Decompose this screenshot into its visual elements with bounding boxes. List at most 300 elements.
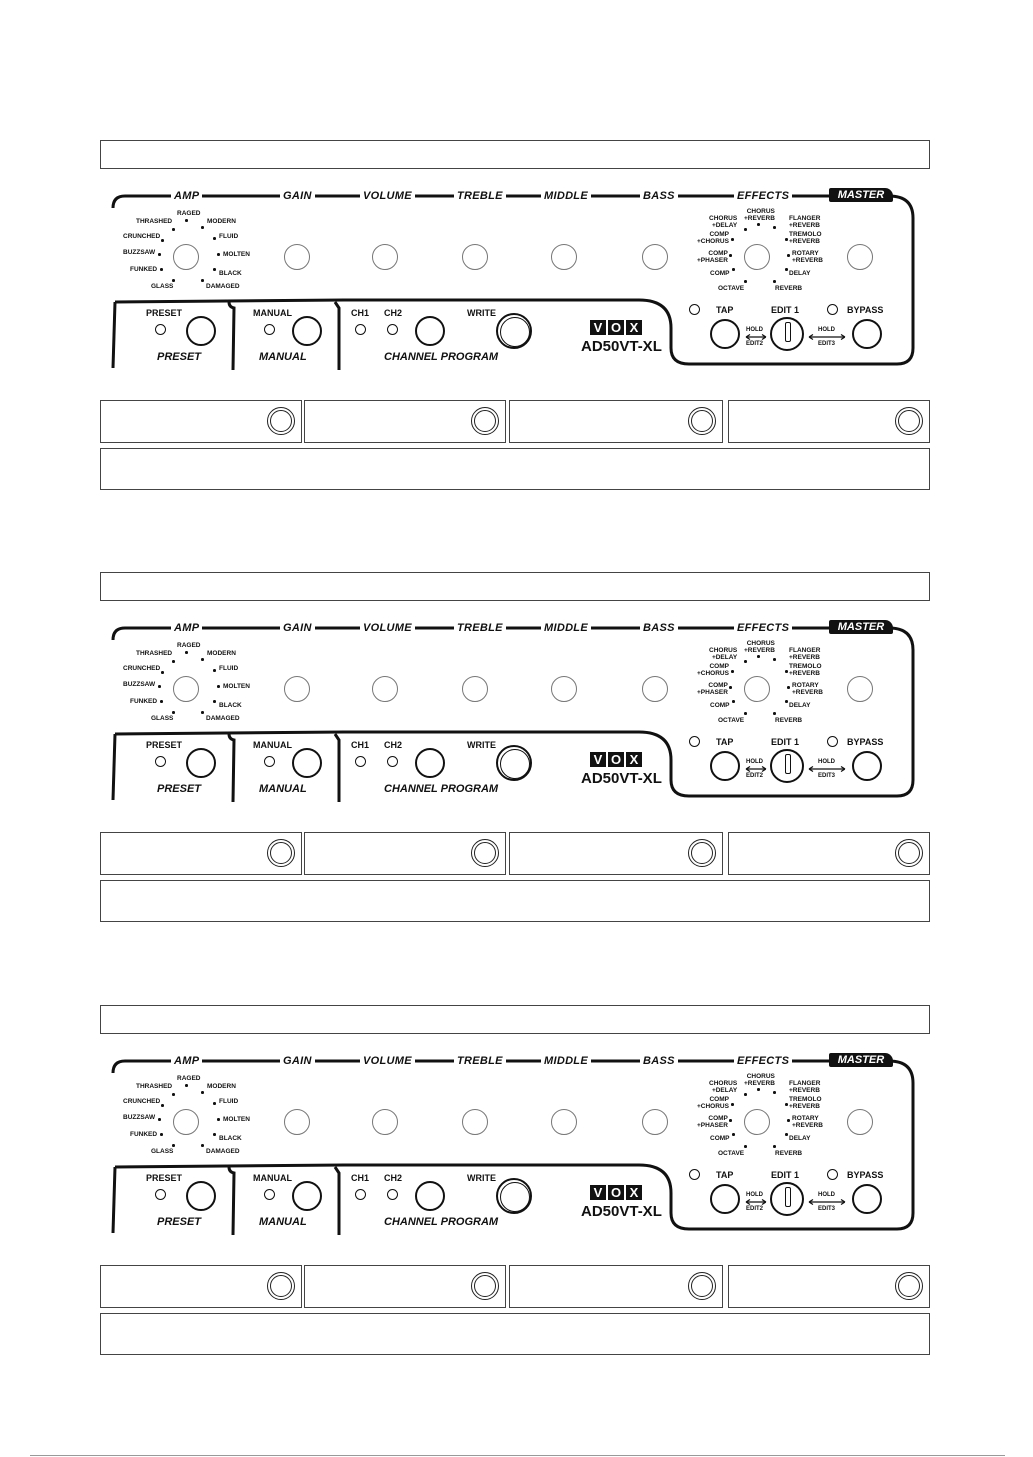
footswitch-4-icon [895, 407, 923, 435]
fx-rotary-reverb-label: ROTARY +REVERB [792, 682, 823, 696]
fx-chorus-delay-label: CHORUS +DELAY [709, 215, 738, 229]
fx-reverb-dot [773, 1145, 776, 1148]
fx-flanger-reverb-label: FLANGER +REVERB [789, 647, 821, 661]
section-effects: EFFECTS [734, 622, 792, 634]
gain-knob[interactable] [284, 676, 310, 702]
title-field[interactable] [100, 140, 930, 169]
section-treble: TREBLE [454, 190, 506, 202]
amp-black-label: BLACK [219, 702, 242, 709]
preset-label: PRESET [146, 740, 183, 750]
hold-label-right: HOLD [818, 327, 835, 333]
write-label: WRITE [467, 740, 496, 750]
amp-funked-dot [160, 1133, 163, 1136]
amp-thrashed-dot [172, 228, 175, 231]
preset-section-label: PRESET [157, 1216, 202, 1228]
edit1-label: EDIT 1 [771, 737, 800, 747]
write-switch[interactable] [496, 313, 532, 349]
amp-modern-label: MODERN [207, 1083, 236, 1090]
amp-buzzsaw-label: BUZZSAW [123, 681, 156, 688]
section-middle: MIDDLE [541, 622, 591, 634]
preset-led [155, 324, 166, 335]
arrow-right-icon [808, 334, 846, 340]
fx-delay-label: DELAY [789, 1135, 811, 1142]
amp-funked-label: FUNKED [130, 698, 158, 705]
fx-tremolo-reverb-label: TREMOLO +REVERB [789, 663, 822, 677]
description-field[interactable] [100, 1313, 930, 1355]
section-effects: EFFECTS [734, 190, 792, 202]
manual-switch[interactable] [292, 1181, 322, 1211]
section-volume: VOLUME [360, 622, 415, 634]
model-name: AD50VT-XL [581, 1203, 662, 1220]
bass-knob[interactable] [642, 1109, 668, 1135]
channel-switch[interactable] [415, 316, 445, 346]
fx-chorus-delay-dot [744, 660, 747, 663]
fx-tremolo-reverb-dot [785, 670, 788, 673]
bypass-label: BYPASS [847, 1170, 884, 1180]
amp-molten-dot [217, 685, 220, 688]
fx-octave-dot [744, 280, 747, 283]
fx-comp-dot [732, 1133, 735, 1136]
ch2-label: CH2 [384, 1173, 403, 1183]
hold-label-left: HOLD [746, 1192, 763, 1198]
preset-switch[interactable] [186, 1181, 216, 1211]
preset-section-label: PRESET [157, 783, 202, 795]
amp-black-dot [213, 700, 216, 703]
description-field[interactable] [100, 448, 930, 490]
edit1-knob[interactable] [770, 317, 804, 351]
amp-raged-dot [185, 651, 188, 654]
fx-delay-dot [785, 268, 788, 271]
fx-chorus-reverb-dot [757, 1088, 760, 1091]
amp-fluid-label: FLUID [219, 1098, 239, 1105]
title-field[interactable] [100, 1005, 930, 1034]
edit3-label: EDIT3 [818, 773, 836, 779]
vox-logo: V O X [590, 1185, 642, 1200]
amp-thrashed-label: THRASHED [136, 1083, 173, 1090]
tap-led [689, 304, 700, 315]
amp-molten-label: MOLTEN [223, 1116, 250, 1123]
master-knob[interactable] [847, 676, 873, 702]
amp-glass-dot [172, 711, 175, 714]
fx-comp-chorus-label: COMP +CHORUS [697, 1096, 729, 1110]
bypass-switch[interactable] [852, 1184, 882, 1214]
section-amp: AMP [171, 1055, 202, 1067]
footswitch-1-icon [267, 407, 295, 435]
section-master: MASTER [829, 1053, 893, 1067]
footswitch-box-2[interactable] [304, 400, 506, 443]
manual-led [264, 1189, 275, 1200]
footswitch-4-icon [895, 1272, 923, 1300]
tap-label: TAP [716, 1170, 734, 1180]
bass-knob[interactable] [642, 244, 668, 270]
fx-comp-chorus-label: COMP +CHORUS [697, 231, 729, 245]
fx-chorus-delay-label: CHORUS +DELAY [709, 1080, 738, 1094]
tap-switch[interactable] [710, 319, 740, 349]
footswitch-3-icon [688, 839, 716, 867]
fx-comp-phaser-label: COMP +PHASER [697, 250, 728, 264]
amp-buzzsaw-label: BUZZSAW [123, 1114, 156, 1121]
amp-fluid-dot [213, 1102, 216, 1105]
manual-switch[interactable] [292, 748, 322, 778]
amp-molten-label: MOLTEN [223, 683, 250, 690]
edit2-label: EDIT2 [746, 1206, 764, 1212]
tap-led [689, 1169, 700, 1180]
fx-octave-label: OCTAVE [718, 1150, 745, 1157]
footswitch-4-icon [895, 839, 923, 867]
amp-damaged-dot [201, 711, 204, 714]
tap-switch[interactable] [710, 751, 740, 781]
preset-switch[interactable] [186, 316, 216, 346]
footswitch-box-1[interactable] [100, 1265, 302, 1308]
ch1-led [355, 1189, 366, 1200]
hold-label-left: HOLD [746, 759, 763, 765]
section-amp: AMP [171, 622, 202, 634]
amp-damaged-dot [201, 279, 204, 282]
ch1-led [355, 756, 366, 767]
section-middle: MIDDLE [541, 190, 591, 202]
fx-chorus-reverb-label: CHORUS +REVERB [744, 208, 775, 222]
amp-molten-label: MOLTEN [223, 251, 250, 258]
footswitch-box-4[interactable] [728, 400, 930, 443]
panel-diagram-2 [0, 572, 1033, 1002]
ch1-label: CH1 [351, 1173, 370, 1183]
arrow-right-icon [808, 766, 846, 772]
footswitch-2-icon [471, 407, 499, 435]
section-amp: AMP [171, 190, 202, 202]
amp-modern-dot [201, 226, 204, 229]
gain-knob[interactable] [284, 244, 310, 270]
fx-flanger-reverb-dot [773, 1091, 776, 1094]
fx-reverb-dot [773, 712, 776, 715]
model-name: AD50VT-XL [581, 338, 662, 355]
fx-tremolo-reverb-label: TREMOLO +REVERB [789, 1096, 822, 1110]
edit1-label: EDIT 1 [771, 1170, 800, 1180]
footswitch-box-4[interactable] [728, 832, 930, 875]
ch1-label: CH1 [351, 740, 370, 750]
amp-glass-label: GLASS [151, 715, 174, 722]
tap-led [689, 736, 700, 747]
section-middle: MIDDLE [541, 1055, 591, 1067]
manual-label: MANUAL [253, 740, 292, 750]
bypass-switch[interactable] [852, 319, 882, 349]
fx-tremolo-reverb-dot [785, 1103, 788, 1106]
page-bottom-rule [30, 1455, 1005, 1456]
fx-comp-phaser-dot [729, 254, 732, 257]
amp-raged-dot [185, 1084, 188, 1087]
fx-comp-phaser-label: COMP +PHASER [697, 682, 728, 696]
write-switch[interactable] [496, 1178, 532, 1214]
fx-rotary-reverb-label: ROTARY +REVERB [792, 250, 823, 264]
amp-buzzsaw-dot [158, 253, 161, 256]
amp-damaged-dot [201, 1144, 204, 1147]
footswitch-box-1[interactable] [100, 400, 302, 443]
channel-switch[interactable] [415, 748, 445, 778]
amp-funked-dot [160, 700, 163, 703]
amp-crunched-dot [161, 671, 164, 674]
amp-modern-label: MODERN [207, 218, 236, 225]
fx-comp-phaser-dot [729, 1119, 732, 1122]
fx-octave-label: OCTAVE [718, 717, 745, 724]
amp-buzzsaw-dot [158, 1118, 161, 1121]
fx-chorus-reverb-dot [757, 655, 760, 658]
fx-tremolo-reverb-label: TREMOLO +REVERB [789, 231, 822, 245]
effects-knob[interactable] [744, 244, 770, 270]
bypass-led [827, 304, 838, 315]
ch2-led [387, 756, 398, 767]
edit1-knob[interactable] [770, 749, 804, 783]
preset-label: PRESET [146, 1173, 183, 1183]
section-gain: GAIN [280, 1055, 315, 1067]
volume-knob[interactable] [372, 244, 398, 270]
ch2-label: CH2 [384, 740, 403, 750]
fx-delay-dot [785, 1133, 788, 1136]
model-name: AD50VT-XL [581, 770, 662, 787]
footswitch-box-1[interactable] [100, 832, 302, 875]
fx-octave-label: OCTAVE [718, 285, 745, 292]
amp-fluid-dot [213, 237, 216, 240]
volume-knob[interactable] [372, 1109, 398, 1135]
amp-damaged-label: DAMAGED [206, 283, 240, 290]
middle-knob[interactable] [551, 676, 577, 702]
section-bass: BASS [640, 622, 678, 634]
fx-flanger-reverb-dot [773, 226, 776, 229]
treble-knob[interactable] [462, 1109, 488, 1135]
manual-label: MANUAL [253, 1173, 292, 1183]
preset-switch[interactable] [186, 748, 216, 778]
amp-crunched-label: CRUNCHED [123, 1098, 161, 1105]
amp-crunched-dot [161, 239, 164, 242]
section-gain: GAIN [280, 190, 315, 202]
fx-chorus-delay-dot [744, 1093, 747, 1096]
bypass-switch[interactable] [852, 751, 882, 781]
amp-knob[interactable] [173, 676, 199, 702]
bypass-label: BYPASS [847, 305, 884, 315]
arrow-left-icon [745, 334, 767, 340]
ch1-label: CH1 [351, 308, 370, 318]
manual-section-label: MANUAL [259, 1216, 307, 1228]
fx-comp-chorus-dot [731, 670, 734, 673]
vox-logo: V O X [590, 320, 642, 335]
fx-comp-chorus-dot [731, 238, 734, 241]
amp-raged-label: RAGED [177, 210, 201, 217]
amp-thrashed-dot [172, 660, 175, 663]
amp-black-label: BLACK [219, 270, 242, 277]
amp-fluid-label: FLUID [219, 665, 239, 672]
bypass-led [827, 736, 838, 747]
hold-label-left: HOLD [746, 327, 763, 333]
volume-knob[interactable] [372, 676, 398, 702]
fx-rotary-reverb-dot [787, 254, 790, 257]
amp-glass-dot [172, 279, 175, 282]
footswitch-1-icon [267, 1272, 295, 1300]
amp-glass-dot [172, 1144, 175, 1147]
amp-funked-dot [160, 268, 163, 271]
amp-black-dot [213, 268, 216, 271]
hold-label-right: HOLD [818, 759, 835, 765]
fx-reverb-dot [773, 280, 776, 283]
amp-glass-label: GLASS [151, 283, 174, 290]
fx-comp-chorus-dot [731, 1103, 734, 1106]
edit1-knob[interactable] [770, 1182, 804, 1216]
treble-knob[interactable] [462, 676, 488, 702]
fx-chorus-delay-dot [744, 228, 747, 231]
bypass-led [827, 1169, 838, 1180]
effects-knob[interactable] [744, 1109, 770, 1135]
fx-flanger-reverb-label: FLANGER +REVERB [789, 1080, 821, 1094]
manual-switch[interactable] [292, 316, 322, 346]
section-master: MASTER [829, 188, 893, 202]
amp-molten-dot [217, 1118, 220, 1121]
amp-modern-label: MODERN [207, 650, 236, 657]
amp-glass-label: GLASS [151, 1148, 174, 1155]
arrow-left-icon [745, 766, 767, 772]
fx-delay-label: DELAY [789, 702, 811, 709]
footswitch-box-3[interactable] [509, 832, 723, 875]
fx-comp-phaser-label: COMP +PHASER [697, 1115, 728, 1129]
amp-funked-label: FUNKED [130, 266, 158, 273]
fx-delay-label: DELAY [789, 270, 811, 277]
amp-damaged-label: DAMAGED [206, 1148, 240, 1155]
edit3-label: EDIT3 [818, 1206, 836, 1212]
edit3-label: EDIT3 [818, 341, 836, 347]
gain-knob[interactable] [284, 1109, 310, 1135]
footswitch-3-icon [688, 1272, 716, 1300]
amp-black-label: BLACK [219, 1135, 242, 1142]
ch1-led [355, 324, 366, 335]
title-field[interactable] [100, 572, 930, 601]
ch2-label: CH2 [384, 308, 403, 318]
fx-comp-phaser-dot [729, 686, 732, 689]
fx-octave-dot [744, 1145, 747, 1148]
amp-fluid-dot [213, 669, 216, 672]
amp-raged-dot [185, 219, 188, 222]
channel-program-section-label: CHANNEL PROGRAM [384, 351, 499, 363]
fx-chorus-reverb-label: CHORUS +REVERB [744, 1073, 775, 1087]
description-field[interactable] [100, 880, 930, 922]
control-panel [109, 1053, 915, 1243]
fx-comp-label: COMP [710, 270, 730, 277]
fx-tremolo-reverb-dot [785, 238, 788, 241]
section-bass: BASS [640, 190, 678, 202]
fx-flanger-reverb-dot [773, 658, 776, 661]
footswitch-3-icon [688, 407, 716, 435]
ch2-led [387, 324, 398, 335]
master-knob[interactable] [847, 244, 873, 270]
footswitch-box-4[interactable] [728, 1265, 930, 1308]
vox-logo: V O X [590, 752, 642, 767]
fx-comp-chorus-label: COMP +CHORUS [697, 663, 729, 677]
arrow-right-icon [808, 1199, 846, 1205]
treble-knob[interactable] [462, 244, 488, 270]
tap-label: TAP [716, 737, 734, 747]
amp-thrashed-label: THRASHED [136, 650, 173, 657]
write-label: WRITE [467, 308, 496, 318]
edit2-label: EDIT2 [746, 341, 764, 347]
panel-diagram-1 [0, 140, 1033, 570]
footswitch-2-icon [471, 839, 499, 867]
manual-section-label: MANUAL [259, 783, 307, 795]
amp-modern-dot [201, 1091, 204, 1094]
fx-reverb-label: REVERB [775, 717, 803, 724]
section-volume: VOLUME [360, 1055, 415, 1067]
amp-raged-label: RAGED [177, 642, 201, 649]
edit2-label: EDIT2 [746, 773, 764, 779]
manual-led [264, 324, 275, 335]
manual-label: MANUAL [253, 308, 292, 318]
fx-flanger-reverb-label: FLANGER +REVERB [789, 215, 821, 229]
amp-crunched-label: CRUNCHED [123, 665, 161, 672]
middle-knob[interactable] [551, 1109, 577, 1135]
footswitch-box-2[interactable] [304, 832, 506, 875]
manual-section-label: MANUAL [259, 351, 307, 363]
bass-knob[interactable] [642, 676, 668, 702]
footswitch-box-3[interactable] [509, 1265, 723, 1308]
control-panel [109, 620, 915, 810]
footswitch-1-icon [267, 839, 295, 867]
section-treble: TREBLE [454, 622, 506, 634]
amp-crunched-label: CRUNCHED [123, 233, 161, 240]
amp-black-dot [213, 1133, 216, 1136]
section-effects: EFFECTS [734, 1055, 792, 1067]
section-treble: TREBLE [454, 1055, 506, 1067]
amp-knob[interactable] [173, 1109, 199, 1135]
section-volume: VOLUME [360, 190, 415, 202]
section-master: MASTER [829, 620, 893, 634]
fx-delay-dot [785, 700, 788, 703]
amp-crunched-dot [161, 1104, 164, 1107]
preset-label: PRESET [146, 308, 183, 318]
middle-knob[interactable] [551, 244, 577, 270]
fx-comp-label: COMP [710, 1135, 730, 1142]
fx-comp-label: COMP [710, 702, 730, 709]
arrow-left-icon [745, 1199, 767, 1205]
footswitch-box-2[interactable] [304, 1265, 506, 1308]
effects-knob[interactable] [744, 676, 770, 702]
fx-rotary-reverb-dot [787, 686, 790, 689]
preset-led [155, 756, 166, 767]
fx-chorus-reverb-dot [757, 223, 760, 226]
fx-octave-dot [744, 712, 747, 715]
channel-program-section-label: CHANNEL PROGRAM [384, 1216, 499, 1228]
fx-comp-dot [732, 700, 735, 703]
amp-raged-label: RAGED [177, 1075, 201, 1082]
amp-thrashed-label: THRASHED [136, 218, 173, 225]
channel-program-section-label: CHANNEL PROGRAM [384, 783, 499, 795]
amp-funked-label: FUNKED [130, 1131, 158, 1138]
amp-knob[interactable] [173, 244, 199, 270]
control-panel [109, 188, 915, 378]
ch2-led [387, 1189, 398, 1200]
tap-label: TAP [716, 305, 734, 315]
fx-rotary-reverb-dot [787, 1119, 790, 1122]
footswitch-box-3[interactable] [509, 400, 723, 443]
footswitch-2-icon [471, 1272, 499, 1300]
tap-switch[interactable] [710, 1184, 740, 1214]
amp-fluid-label: FLUID [219, 233, 239, 240]
amp-buzzsaw-label: BUZZSAW [123, 249, 156, 256]
channel-switch[interactable] [415, 1181, 445, 1211]
hold-label-right: HOLD [818, 1192, 835, 1198]
master-knob[interactable] [847, 1109, 873, 1135]
write-switch[interactable] [496, 745, 532, 781]
edit1-label: EDIT 1 [771, 305, 800, 315]
fx-reverb-label: REVERB [775, 1150, 803, 1157]
write-label: WRITE [467, 1173, 496, 1183]
fx-chorus-reverb-label: CHORUS +REVERB [744, 640, 775, 654]
preset-section-label: PRESET [157, 351, 202, 363]
amp-molten-dot [217, 253, 220, 256]
amp-buzzsaw-dot [158, 685, 161, 688]
